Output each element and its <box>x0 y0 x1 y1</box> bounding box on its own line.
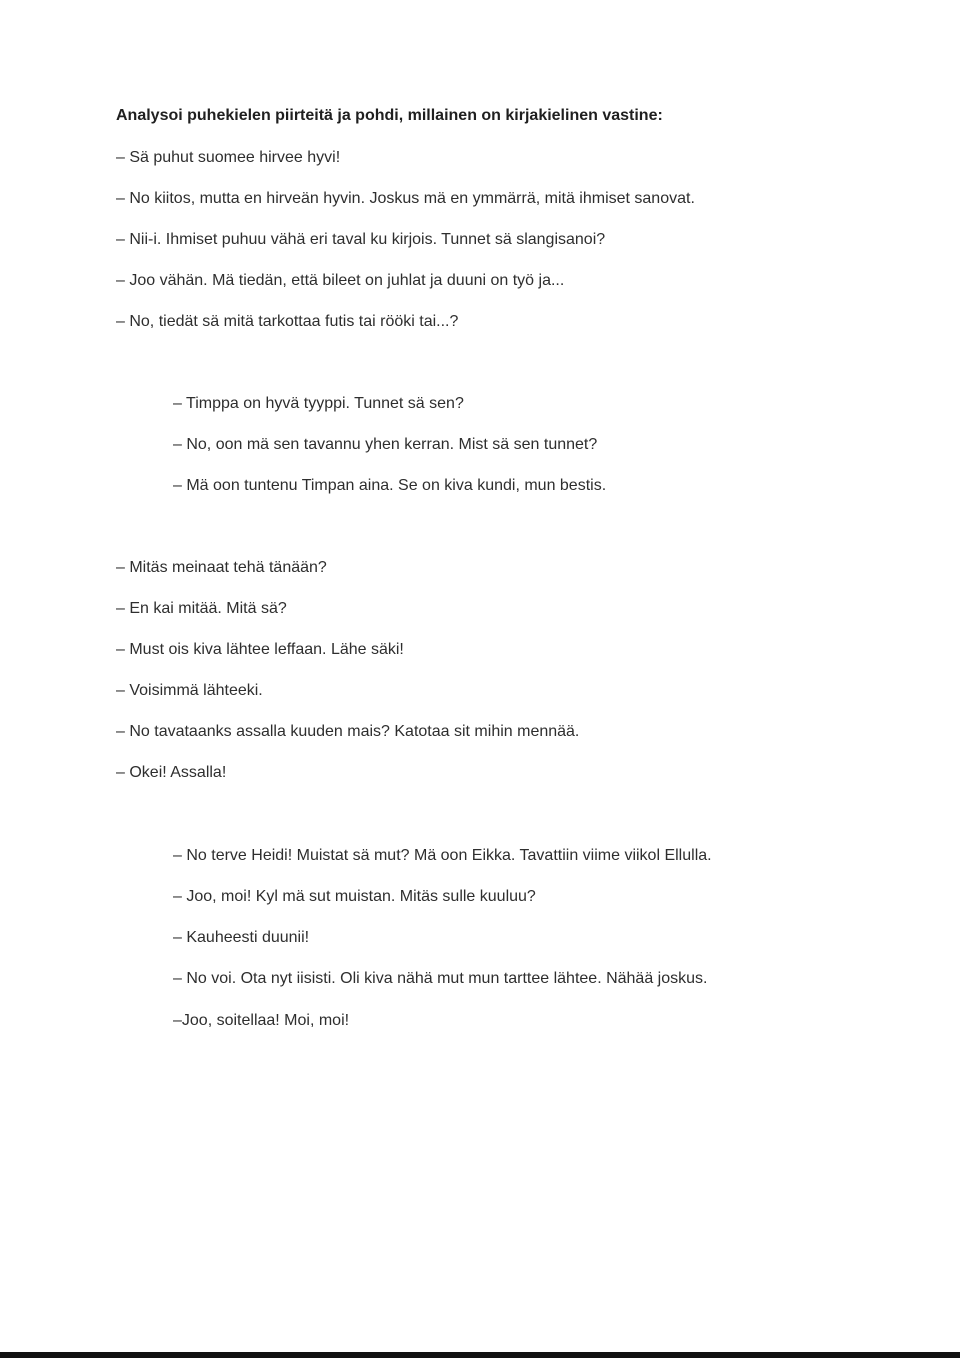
dialogue1-line-3: – Nii-i. Ihmiset puhuu vähä eri taval ku kirjois. Tunnet sä slangisanoi? <box>116 231 606 248</box>
page-heading: Analysoi puhekielen piirteitä ja pohdi, millainen on kirjakielinen vastine: <box>116 107 663 124</box>
scan-bottom-edge <box>0 1352 960 1358</box>
dialogue2-line-2: – No, oon mä sen tavannu yhen kerran. Mist sä sen tunnet? <box>173 436 598 453</box>
dialogue4-line-4: – No voi. Ota nyt iisisti. Oli kiva nähä mut mun tarttee lähtee. Nähää joskus. <box>173 970 708 987</box>
dialogue4-line-1: – No terve Heidi! Muistat sä mut? Mä oon Eikka. Tavattiin viime viikol Ellulla. <box>173 847 712 864</box>
dialogue3-line-6: – Okei! Assalla! <box>116 764 227 781</box>
dialogue2-line-1: – Timppa on hyvä tyyppi. Tunnet sä sen? <box>173 395 464 412</box>
dialogue1-line-2: – No kiitos, mutta en hirveän hyvin. Joskus mä en ymmärrä, mitä ihmiset sanovat. <box>116 190 695 207</box>
dialogue4-line-5: –Joo, soitellaa! Moi, moi! <box>173 1012 350 1029</box>
dialogue1-line-4: – Joo vähän. Mä tiedän, että bileet on juhlat ja duuni on työ ja... <box>116 272 565 289</box>
dialogue4-line-3: – Kauheesti duunii! <box>173 929 310 946</box>
dialogue1-line-5: – No, tiedät sä mitä tarkottaa futis tai rööki tai...? <box>116 313 459 330</box>
dialogue3-line-3: – Must ois kiva lähtee leffaan. Lähe säki! <box>116 641 404 658</box>
dialogue1-line-1: – Sä puhut suomee hirvee hyvi! <box>116 149 341 166</box>
dialogue3-line-2: – En kai mitää. Mitä sä? <box>116 600 287 617</box>
dialogue2-line-3: – Mä oon tuntenu Timpan aina. Se on kiva kundi, mun bestis. <box>173 477 607 494</box>
dialogue3-line-5: – No tavataanks assalla kuuden mais? Katotaa sit mihin mennää. <box>116 723 580 740</box>
dialogue4-line-2: – Joo, moi! Kyl mä sut muistan. Mitäs sulle kuuluu? <box>173 888 536 905</box>
dialogue3-line-1: – Mitäs meinaat tehä tänään? <box>116 559 327 576</box>
dialogue3-line-4: – Voisimmä lähteeki. <box>116 682 263 699</box>
